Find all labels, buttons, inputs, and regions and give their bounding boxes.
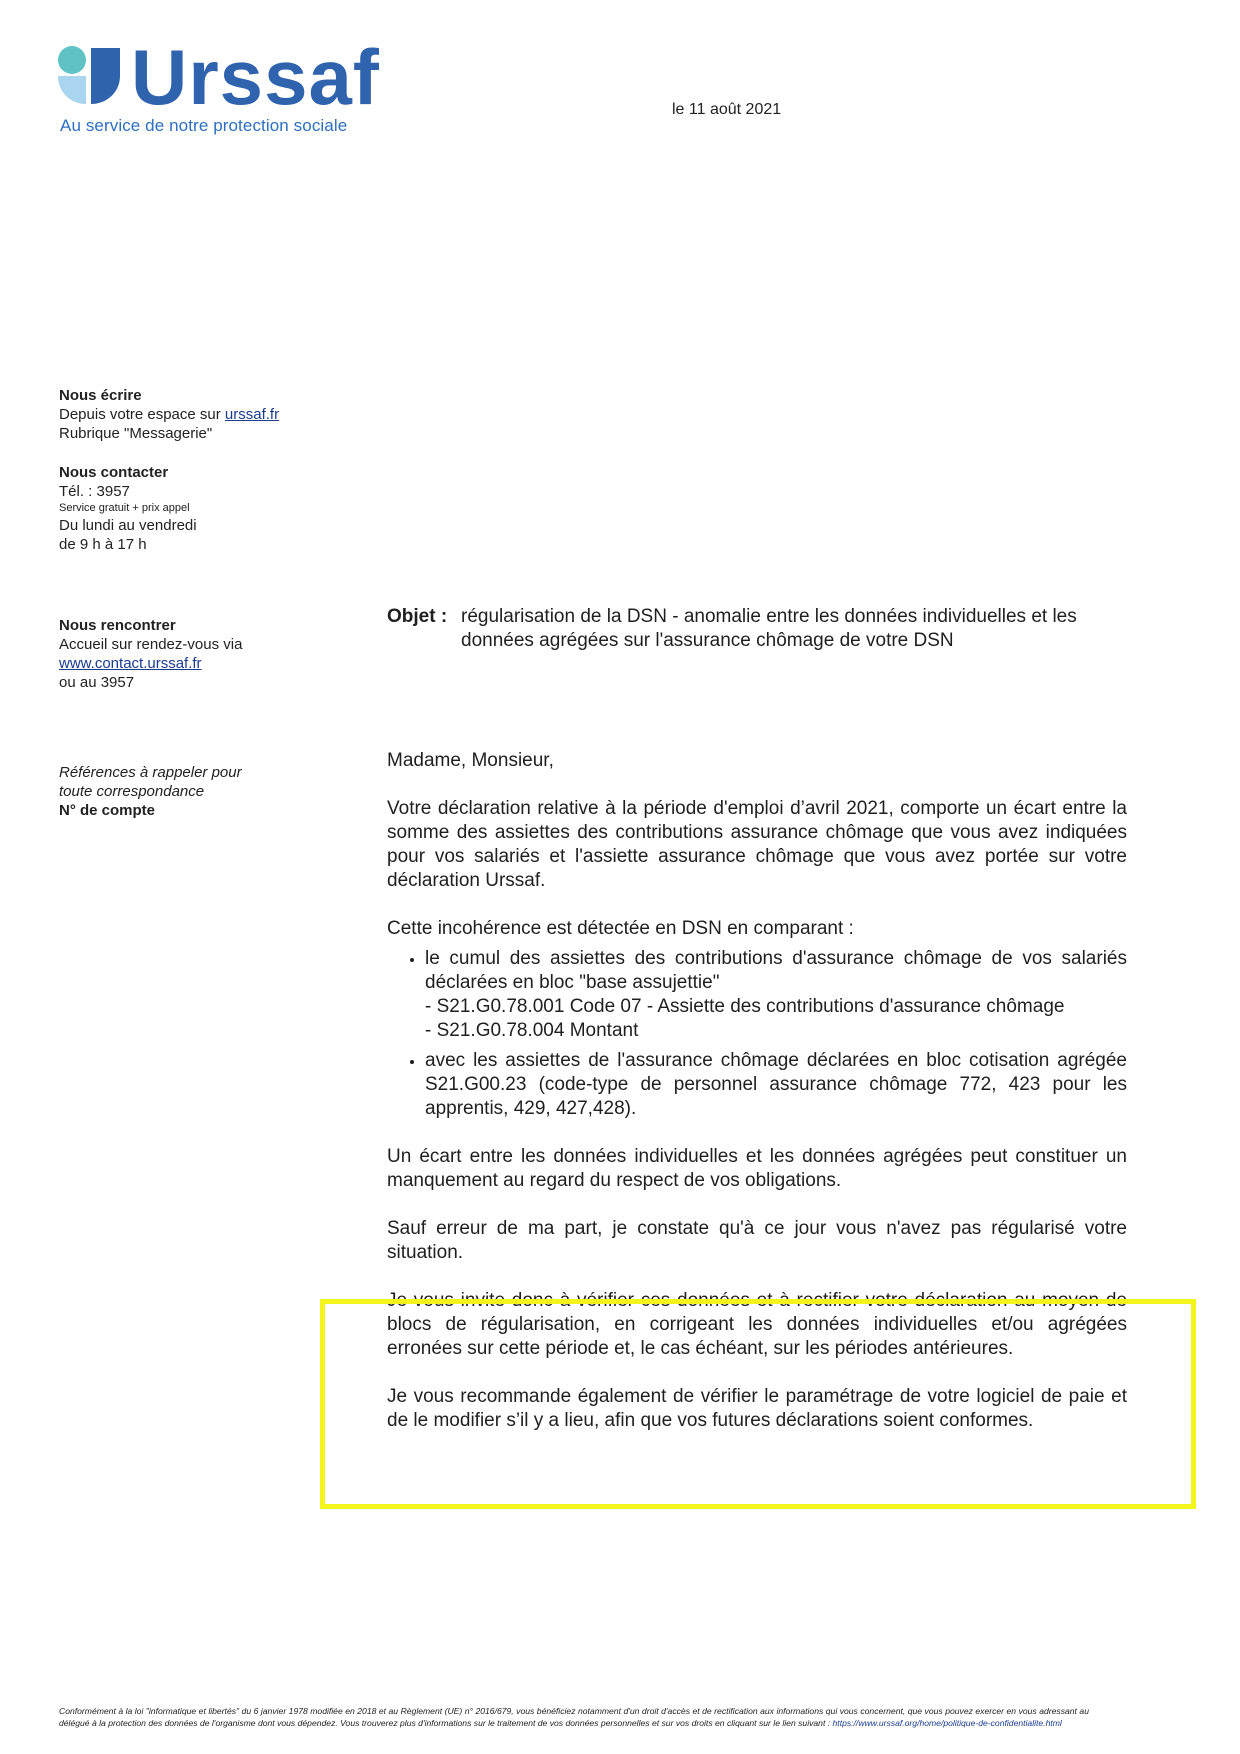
sidebar-meet [59,616,242,692]
list-item [425,947,1127,1043]
sidebar-refs-line1: Références à rappeler pour [59,764,242,781]
sidebar-meet-line2: ou au 3957 [59,674,135,691]
urssaf-logo-icon [58,46,120,106]
sidebar-meet-line1: Accueil sur rendez-vous via [59,636,243,653]
bullet-1-sub-2: - S21.G0.78.004 Montant [425,1020,639,1041]
sidebar-references [59,763,242,820]
list-item [425,1049,1127,1121]
sidebar-meet-title: Nous rencontrer [59,617,176,634]
sidebar-refs-line2: toute correspondance [59,783,205,800]
urssaf-logo [58,33,388,139]
letter-subject [387,605,1127,653]
letter-date: le 11 août 2021 [672,101,782,118]
privacy-footer [59,1705,1089,1729]
sidebar-write-line2: Rubrique "Messagerie" [59,425,213,442]
bullet-1-text: • le cumul des assiettes des contributions d'assurance chômage de vos salariés déclarées en bloc "base assujettie" [425,948,1127,993]
paragraph-2-intro: Cette incohérence est détectée en DSN en comparant : [387,918,854,939]
bullet-2-text: • avec les assiettes de l'assurance chômage déclarées en bloc cotisation agrégée S21.G00.23 (code-type de personnel assurance chômage 772, 423 pour les apprentis, 429, 427,428). [425,1050,1127,1119]
paragraph-4: Sauf erreur de ma part, je constate qu'à ce jour vous n'avez pas régularisé votre situation. [387,1218,1127,1263]
comparison-list [387,947,1127,1121]
sidebar-account-label: N° de compte [59,802,156,819]
highlight-box [320,1299,1196,1509]
contact-urssaf-link[interactable]: www.contact.urssaf.fr [59,655,202,672]
subject-label: Objet : [387,606,448,627]
urssaf-wordmark: Urssaf [131,33,380,121]
sidebar-contact-phone: Tél. : 3957 [59,483,130,500]
paragraph-1: Votre déclaration relative à la période d'emploi d’avril 2021, comporte un écart entre la somme des assiettes des contributions assurance chômage que vous avez indiquées pour vos salariés et l'assiette assurance chômage que vous avez portée sur votre déclaration Urssaf. [387,798,1127,891]
sidebar-contact [59,463,197,554]
urssaf-link[interactable]: urssaf.fr [224,406,280,423]
paragraph-3: Un écart entre les données individuelles et les données agrégées peut constituer un manquement au regard du respect de vos obligations. [387,1146,1127,1191]
sidebar-write-line1: Depuis votre espace sur [59,406,225,423]
privacy-policy-link[interactable]: https://www.urssaf.org/home/politique-de-confidentialite.html [832,1718,1062,1728]
sidebar-contact-days: Du lundi au vendredi [59,517,197,534]
bullet-1-sub-1: - S21.G0.78.001 Code 07 - Assiette des contributions d'assurance chômage [425,996,1065,1017]
sidebar-contact-title: Nous contacter [59,464,169,481]
sidebar-contact-note: Service gratuit + prix appel [59,502,190,514]
paragraph-6: Je vous recommande également de vérifier le paramétrage de votre logiciel de paie et de le modifier s’il y a lieu, afin que vos futures déclarations soient conformes. [387,1386,1127,1431]
sidebar-write-title: Nous écrire [59,387,142,404]
paragraph-5: Je vous invite donc à vérifier ces données et à rectifier votre déclaration au moyen de blocs de régularisation, en corrigeant les données individuelles et/ou agrégées erronées sur cette période et, le cas échéant, sur les périodes antérieures. [387,1290,1127,1359]
footer-text: Conformément à la loi "informatique et libertés" du 6 janvier 1978 modifiée en 2018 et au Règlement (UE) n° 2016/679, vous bénéficiez notamment d'un droit d'accès et de rectification aux informations qui vous concernent, que vous pouvez exercer en vous adressant au délégué à la protection des données de l'organisme dont vous dépendez. Vous trouverez plus d'informations sur le traitement de vos données personnelles et sur vos droits en cliquant sur le lien suivant : [59,1706,1089,1728]
sidebar-write [59,386,279,443]
sidebar-contact-hours: de 9 h à 17 h [59,536,147,553]
subject-text: régularisation de la DSN - anomalie entre les données individuelles et les données agrégées sur l'assurance chômage de votre DSN [461,606,1077,651]
urssaf-tagline: Au service de notre protection sociale [60,116,348,135]
salutation: Madame, Monsieur, [387,750,554,771]
